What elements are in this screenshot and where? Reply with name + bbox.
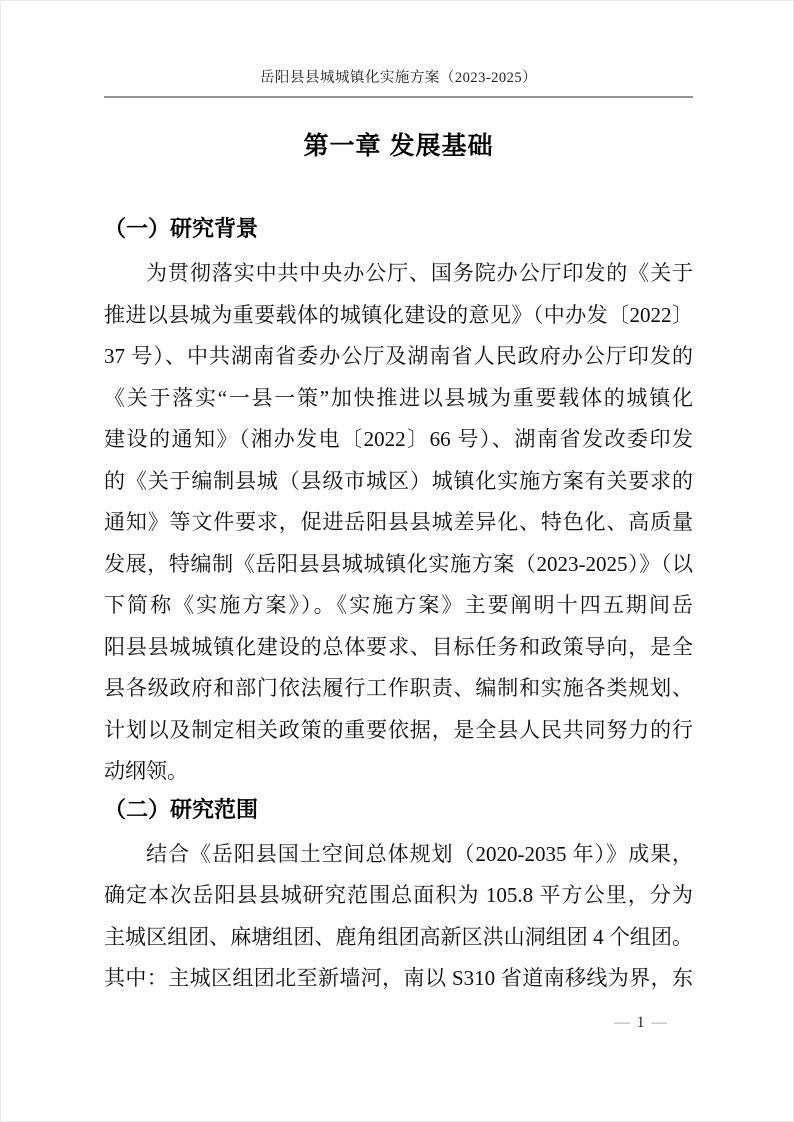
section — [104, 796, 693, 1000]
body-line: 动纲领。 — [104, 759, 188, 783]
body-line: 县各级政府和部门依法履行工作职责、编制和实施各类规划、 — [104, 676, 693, 700]
body-line: 建设的通知》（湘办发电〔2022〕66 号）、湖南省发改委印发 — [104, 427, 693, 451]
section — [104, 215, 693, 793]
paragraph — [104, 253, 693, 793]
footer-dash-right: — — [651, 1014, 667, 1031]
sections — [104, 215, 693, 1000]
body-line: 通知》等文件要求，促进岳阳县县城差异化、特色化、高质量 — [104, 510, 693, 534]
body-line: 《关于落实“一县一策”加快推进以县城为重要载体的城镇化 — [104, 385, 693, 410]
paragraph — [104, 834, 693, 1000]
body-line: 主城区组团、麻塘组团、鹿角组团高新区洪山洞组团 4 个组团。 — [104, 924, 693, 949]
page-content — [1, 1, 793, 1000]
chapter-title: 第一章 发展基础 — [303, 132, 494, 160]
body-line: 为贯彻落实中共中央办公厅、国务院办公厅印发的《关于 — [146, 261, 693, 285]
page-number: 1 — [636, 1014, 645, 1031]
body-line: 推进以县城为重要载体的城镇化建设的意见》（中办发〔2022〕 — [104, 302, 693, 327]
body-line: 计划以及制定相关政策的重要依据，是全县人民共同努力的行 — [104, 717, 693, 742]
body-line: 37 号）、中共湖南省委办公厅及湖南省人民政府办公厅印发的 — [104, 344, 693, 368]
body-line: 下简称《实施方案》）。《实施方案》主要阐明十四五期间岳 — [104, 593, 693, 617]
body-line: 结合《岳阳县国土空间总体规划（2020-2035 年）》成果， — [146, 841, 693, 866]
body-line: 其中：主城区组团北至新墙河，南以 S310 省道南移线为界，东 — [104, 966, 693, 990]
body-line: 的《关于编制县城（县级市城区）城镇化实施方案有关要求的 — [104, 468, 693, 493]
body-line: 阳县县城城镇化建设的总体要求、目标任务和政策导向，是全 — [104, 634, 693, 659]
header-rule — [104, 96, 693, 98]
footer-dash-left: — — [614, 1014, 630, 1031]
body-line: 发展，特编制《岳阳县县城城镇化实施方案（2023-2025）》（以 — [104, 551, 693, 576]
page-footer — [607, 1013, 674, 1033]
body-line: 确定本次岳阳县县城研究范围总面积为 105.8 平方公里，分为 — [104, 883, 693, 907]
section-heading: （一）研究背景 — [104, 216, 259, 241]
page-header-title: 岳阳县县城城镇化实施方案（2023-2025） — [259, 70, 538, 86]
section-heading: （二）研究范围 — [104, 796, 259, 822]
